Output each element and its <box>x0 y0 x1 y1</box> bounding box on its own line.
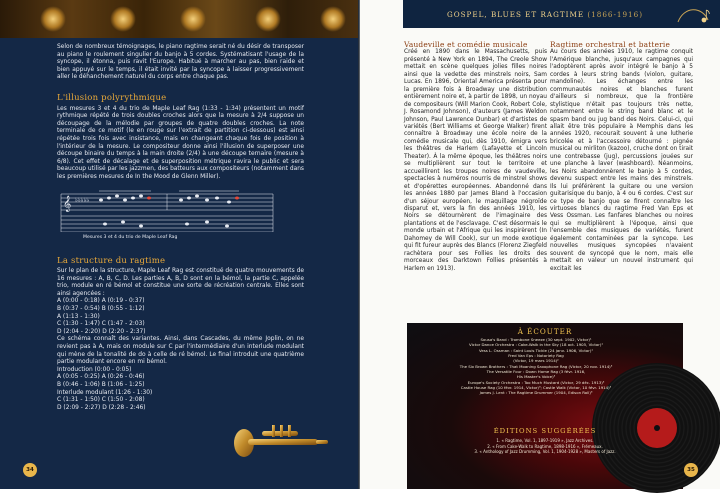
structure-line: Interlude modulant (1:26 - 1:30) <box>57 389 153 396</box>
section-heading-structure: La structure du ragtime <box>57 255 166 266</box>
ragtime-orchestral-paragraph: Au cours des années 1910, le ragtime conquit l'Amérique blanche, jusqu'aux campagnes qui l'adoptèrent après avoir intégré le banjo à 5 cordes à leurs string bands (violon, guitare, mandoline). Les échanges entre les communautés noires et blanches furent d'ailleurs si nombreux, que la frontière stylistique n'était pas toujours très nette, notamment entre le string band blanc et le spasm band ou jug band des Noirs. Celui-ci, qui allait être très populaire à Memphis dans les années 1920, recourait souvent à une lutherie bricolée et à l'accessoire détourné : pignée musical ou mirliton (kazoo), cruche dont on tirait une contrebasse (jug), percussions jouées sur une planche à laver (washboard). Néanmoins, les Noirs abandonnèrent le banjo à 5 cordes, devenu suspect entre les mains des minstrels. Ils lui préférèrent la guitare ou une version guitarisique du banjo, à 4 ou 6 cordes. C'est sur ce type de banjo que se firent connaître les virtuoses blancs du ragtime Fred Van Eps et Vess Ossman. Les fanfares blanches ou noires qui se multiplièrent à l'époque, ainsi que l'ensemble des musiques de variétés, furent également contaminées par la syncope. Les nouvelles musiques syncopées n'avaient souvent de syncopé que le nom, mais elle mettait en valeur un nouvel instrument qui excitait les <box>550 49 694 272</box>
structure-line: B (0:46 - 1:06) B (1:06 - 1:25) <box>57 382 145 388</box>
track-item: Sousa's Band : Trombone Sneeze (30 sept. 1902, Victor)¹ <box>480 337 592 342</box>
track-item: Castle House Rag (10 févr. 1914, Victor)³; Castle Walk (Victor, 10 févr. 1914)³ <box>460 385 612 391</box>
track-item: Vess L. Ossman : Saint Louis Tickle (24 janv. 1906, Victor)¹ <box>479 347 593 353</box>
chapter-title <box>447 10 643 19</box>
edition-item: 3. « Anthology of Jazz Drumming, Vol. 1, 1904-1928 », Masters of Jazz. <box>474 449 616 455</box>
music-score-excerpt <box>57 188 277 242</box>
track-item: Victor Dance Orchestra : Cake-Walk in the Sky (18 oct. 1905, Victor)¹ <box>469 342 603 348</box>
page-number-right: 35 <box>684 463 698 477</box>
track-item: James J. Lent : The Ragtime Drummer (1904, Edison Roll)³ <box>479 390 593 396</box>
polyrythmie-paragraph: Les mesures 3 et 4 du trio de Maple Leaf Rag (1:33 - 1:34) présentent un motif rythmique répété de trois doubles croches alors que la mesure à 2/4 suppose un découpage de la mélodie par groupes de quatre doubles croches. La note terminale de ce motif (le en rouge sur l'extrait de partition ci-dessous) est ainsi répétée trois fois avec insistance, mais en changeant chaque fois de position à l'intérieur de la mesure. Le compositeur donne ainsi l'illusion de superposer une découpe binaire du temps à la main droite (2/4) à une découpe ternaire (mesure à 6/8). Cet effet de décalage et de superposition métrique ravira le public et sera beaucoup utilisé par les jazzmen, des batteurs aux compositeurs (notamment dans les premières mesures de In the Mood de Glenn Miller). <box>57 105 304 180</box>
saxophone-banner-image <box>0 0 360 38</box>
column-ragtime-orchestral <box>550 41 693 273</box>
editions-list <box>407 438 683 455</box>
edition-item: 1. « Ragtime, Vol. 1, 1897-1919 », Jazz Archives. <box>496 438 594 443</box>
trumpet-illustration <box>232 413 332 463</box>
editions-title: ÉDITIONS SUGGÉRÉES <box>493 427 597 435</box>
heading-ragtime-orchestral: Ragtime orchestral et batterie <box>550 40 671 49</box>
chapter-title-text: GOSPEL, BLUES ET RAGTIME <box>447 10 585 19</box>
chapter-header <box>403 0 720 28</box>
left-page-text <box>57 44 304 412</box>
structure-paragraph: Sur le plan de la structure, Maple Leaf Rag est constitué de quatre mouvements de 16 mesures : A, B, C, D. Les parties A, B, D sont en la bémol, la partie C, appelée trio, module en ré bémol et constitue une sorte de récréation centrale. Elles sont ainsi agencées : <box>57 268 304 297</box>
light-glow-decoration <box>255 6 281 32</box>
structure-line: A (0:00 - 0:18) A (0:19 - 0:37) <box>57 298 145 305</box>
vaudeville-paragraph: Créé en 1890 dans le Massachusetts, puis présenté à New York en 1894, The Creole Show mettait en scène quelques jolies filles noires ainsi que la vedette des minstrels noirs, Sam Lucas. En 1896, Oriental America présenta pour la première fois à Broadway une distribution entièrement noire et, à partir de 1898, un noyau de compositeurs (Will Marion Cook, Robert Cole, J. Rosamond Johnson), d'auteurs (James Weldon Johnson, Paul Lawrence Dunbar) et d'artistes de variétés (Bert Williams et George Walker) firent connaître à Broadway une école noire de la comédie musicale qui, dès 1910, émigra vers les théâtres de Harlem (Lafayette et Lincoln Theater). À la même époque, les théâtres noirs se multiplièrent sur tout le territoire et accueillirent les troupes noires de vaudeville, spectacles à numéros nourris de minstrel shows et d'opérettes européennes. Abandonné dans les années 1880 par James Bland à l'occasion d'un séjour européen, le maquillage négroïde disparut et, vers la fin des années 1910, les Noirs se détournèrent de l'imaginaire des plantations et de l'esclavage. C'est désormais le monde urbain et l'Afrique qui les inspirèrent (In Dahomey de Will Cook), sur un mode exotique qui fit fureur auprès des Blancs (Florenz Ziegfeld rachètera pour ses Follies les droits des morceaux des Darktown Follies présentés à Harlem en 1913). <box>404 49 547 272</box>
structure-list-cascades <box>57 367 304 413</box>
structure-line: Introduction (0:00 - 0:05) <box>57 366 132 373</box>
intro-paragraph: Selon de nombreux témoignages, le piano ragtime serait né du désir de transposer au piano le roulement singulier du banjo à 5 cordes. Systématisant l'usage de la syncope, il étonna, puis ravit l'Europe. Habitué à marcher au pas, bien raide et bien appuyé sur le temps, il était invité par la syncope à laisser progressivement aller le déhanchement naturel du corps entre chaque pas. <box>57 44 304 81</box>
light-glow-decoration <box>40 6 66 32</box>
track-list <box>421 337 651 396</box>
track-item: Fred Van Eps : Notoriety Rag <box>508 353 564 359</box>
page-number-left: 34 <box>23 463 37 477</box>
edition-item: 2. « From Cake-Walk to Ragtime, 1898-1916 », Frémeaux. <box>487 443 603 449</box>
track-item: The Versatile Four : Down Home Rag (3 févr. 1916, <box>486 369 586 375</box>
light-glow-decoration <box>320 6 346 32</box>
score-caption: Mesures 3 et 4 du trio de Maple Leaf Rag <box>83 234 178 240</box>
svg-text:𝄞: 𝄞 <box>63 195 72 212</box>
listen-title: À ÉCOUTER <box>517 327 573 336</box>
svg-text:♭♭♭♭♭: ♭♭♭♭♭ <box>75 196 90 204</box>
listening-inset <box>407 323 683 489</box>
structure-line: A (0:05 - 0:25) A (0:26 - 0:46) <box>57 374 145 381</box>
structure-line: D (2:09 - 2:27) D (2:28 - 2:46) <box>57 404 146 411</box>
section-heading-polyrythmie: L'illusion polyrythmique <box>57 92 167 103</box>
light-glow-decoration <box>180 6 206 32</box>
track-item: The Six Brown Brothers : That Moaning Saxophone Rag (Victor, 20 nov. 1914)³ <box>459 363 613 369</box>
score-staff-graphic <box>57 188 277 232</box>
music-note-icon <box>674 2 712 26</box>
left-page <box>0 0 360 489</box>
structure-line: C (1:31 - 1:50) C (1:50 - 2:08) <box>57 397 145 404</box>
structure-line: A (1:13 - 1:30) <box>57 313 100 320</box>
light-glow-decoration <box>110 6 136 32</box>
chapter-years: (1866-1916) <box>587 10 643 19</box>
structure-list-maple-leaf <box>57 298 304 336</box>
column-vaudeville <box>404 41 547 273</box>
track-item: Europe's Society Orchestra : Too Much Mustard (Victor, 29 déc. 1913)³ <box>467 379 605 385</box>
track-item: His Master's Voice)³ <box>516 374 556 380</box>
track-item: (Victor, 19 mars 1914)² <box>513 358 559 364</box>
structure-line: B (0:37 - 0:54) B (0:55 - 1:12) <box>57 306 145 313</box>
variants-paragraph: Ce schéma connaît des variantes. Ainsi, dans Cascades, du même Joplin, on ne revient pas à A, mais on module sur C par l'intermédiaire d'un interlude modulant qui mène de la tonalité de do à celle de ré bémol. Le final introduit une quatrième partie modulant encore en mi bémol. <box>57 336 304 366</box>
structure-line: C (1:30 - 1:47) C (1:47 - 2:03) <box>57 321 145 328</box>
heading-vaudeville: Vaudeville et comédie musicale <box>404 40 528 49</box>
structure-line: D (2:04 - 2:20) D (2:20 - 2:37) <box>57 328 146 335</box>
